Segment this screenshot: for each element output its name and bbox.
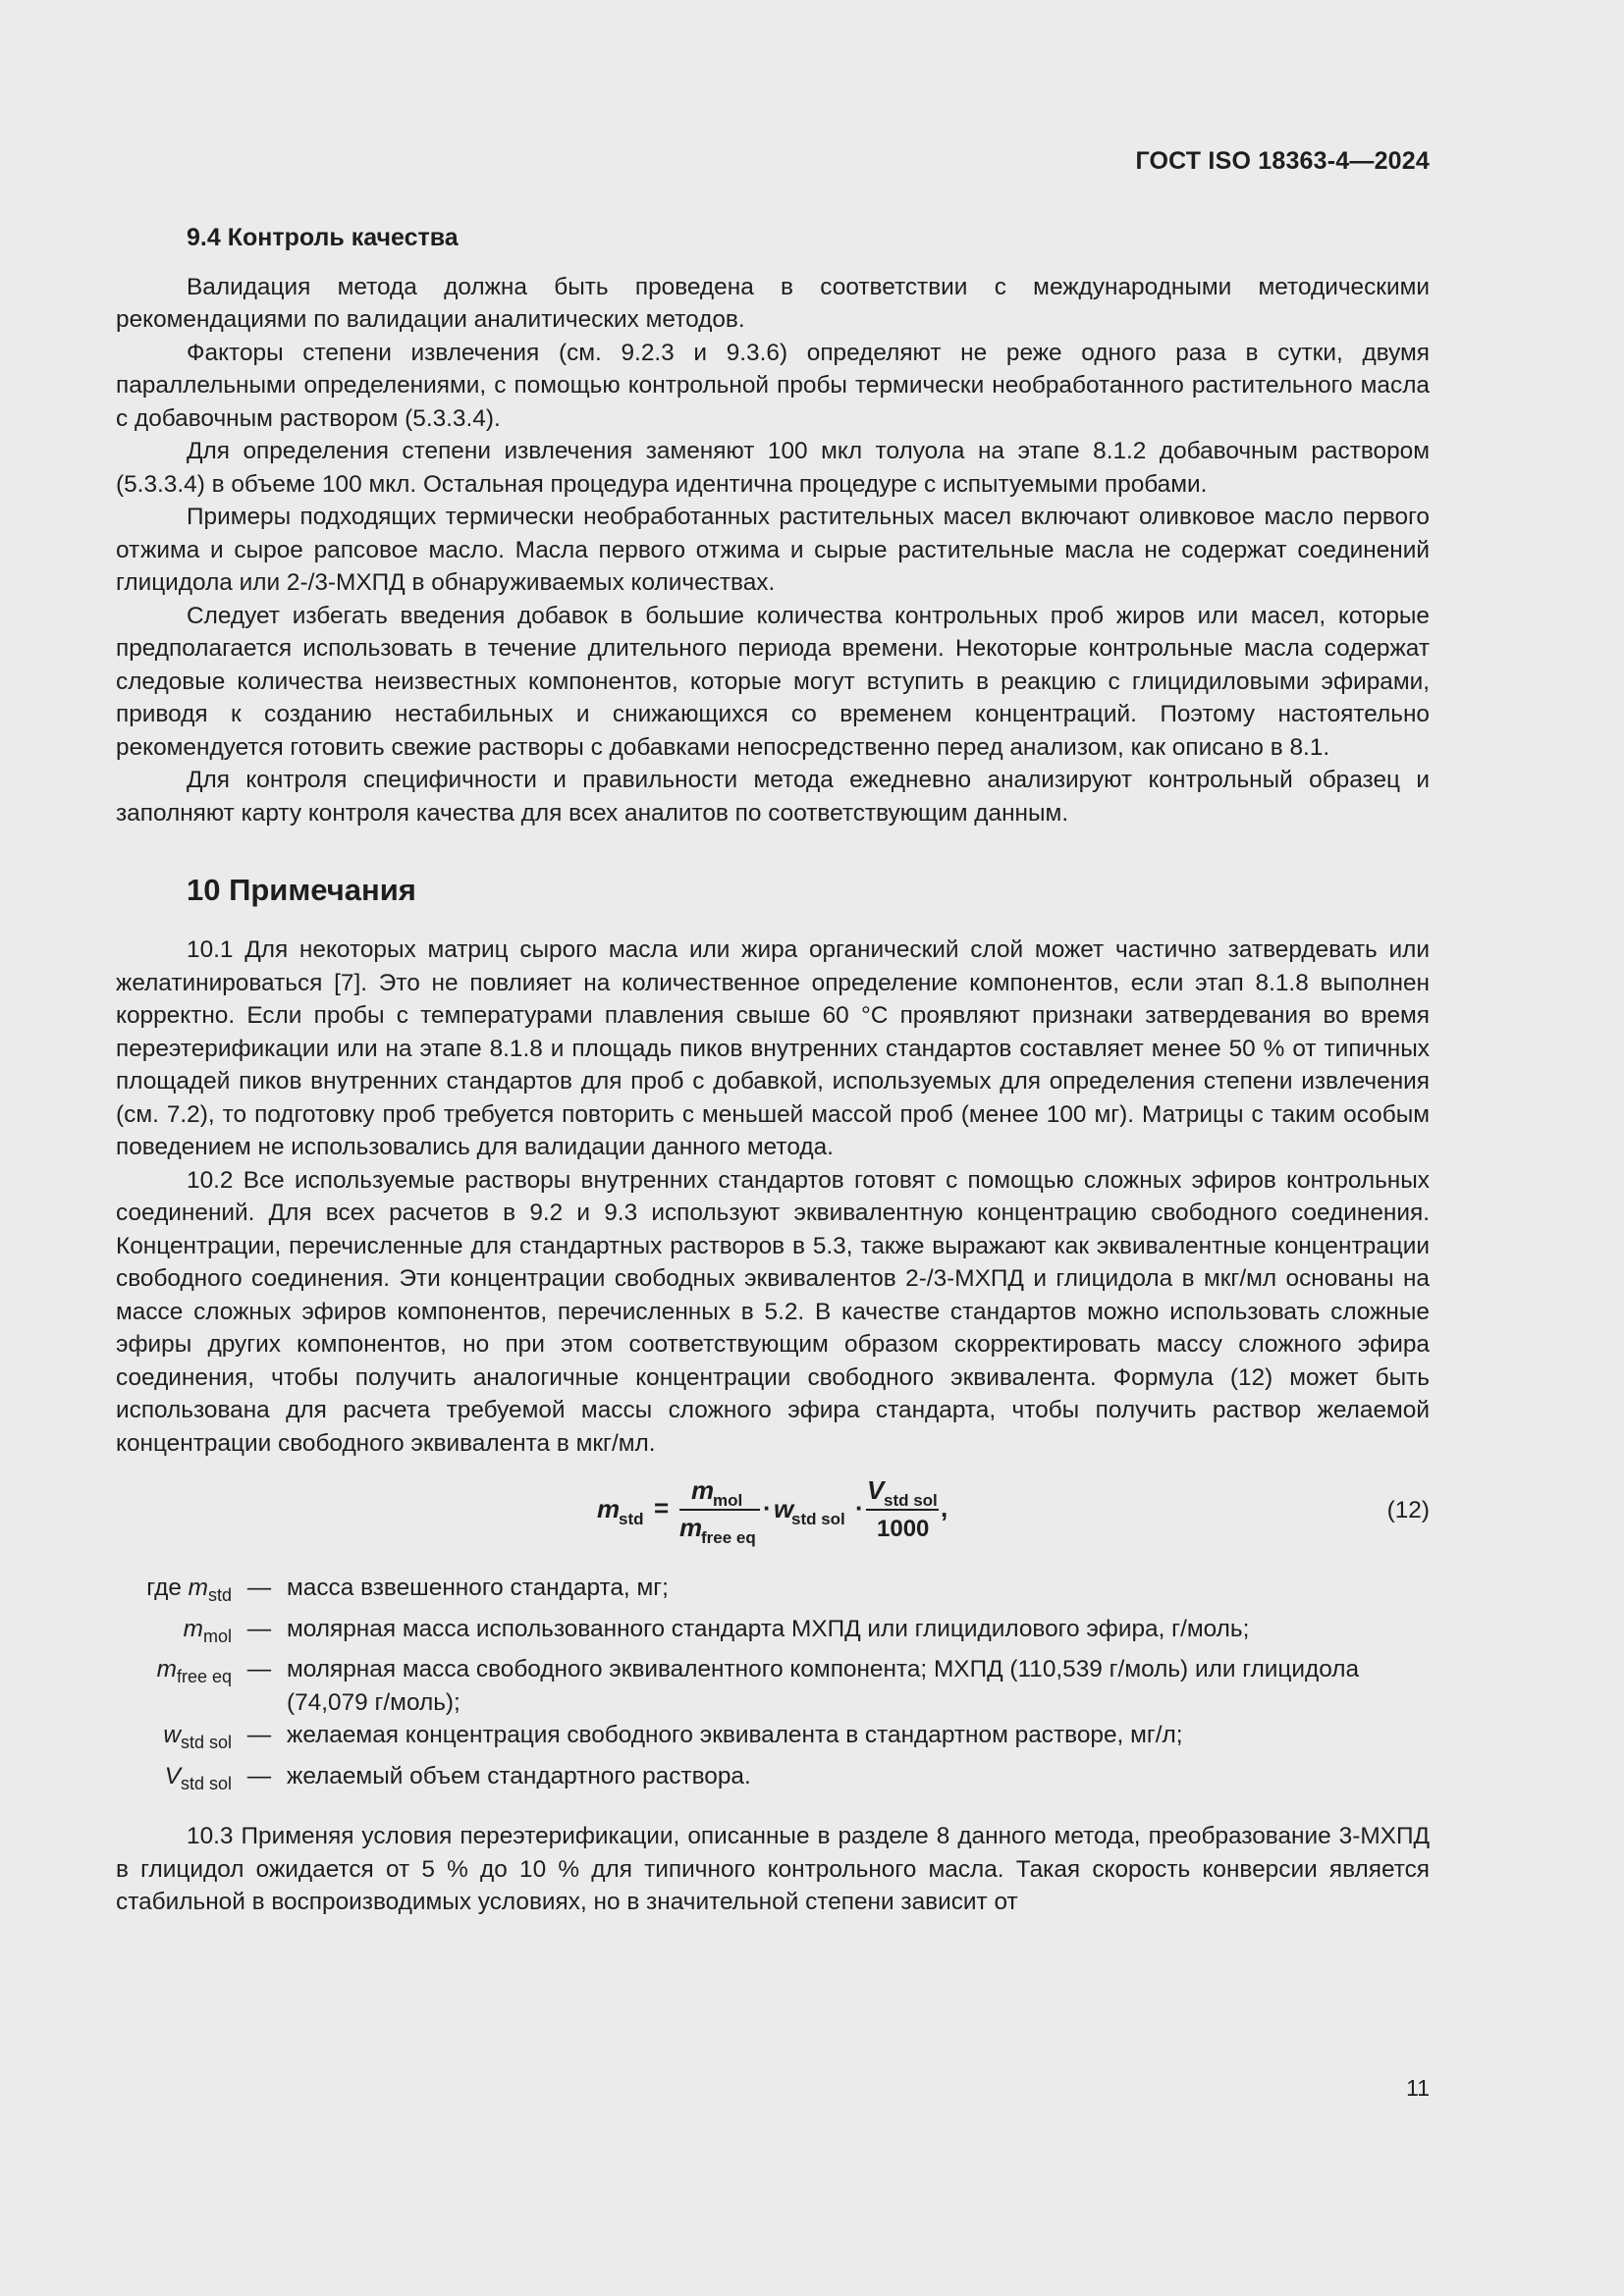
paragraph: Следует избегать введения добавок в большие количества контрольных проб жиров или масел, которые предполагается использовать в течение длительного периода времени. Некоторые контрольные масла содержат следовые количества неизвестных компонентов, которые могут вступить в реакцию с глицидиловыми эфирами, приводя к созданию нестабильных и снижающихся со временем концентраций. Поэтому настоятельно рекомендуется готовить свежие растворы с добавками непосредственно перед анализом, как описано в 8.1.: [116, 602, 1430, 761]
definition-text: молярная масса использованного стандарта МХПД или глицидилового эфира, г/моль;: [287, 1615, 1250, 1642]
formula-12-row: [116, 1473, 1430, 1554]
definition-dash: —: [246, 1615, 272, 1642]
paragraph: 10.1 Для некоторых матриц сырого масла или жира органический слой может частично затвердевать или желатинироваться [7]. Это не повлияет на количественное определение компонентов, если этап 8.1.8 выполнен корректно. Если пробы с температурами плавления свыше 60 °C проявляют признаки затвердевания во время переэтерификации или на этапе 8.1.8 и площадь пиков внутренних стандартов составляет менее 50 % от типичных площадей пиков внутренних стандартов для проб с добавкой, используемых для определения степени извлечения (см. 7.2), то подготовку проб требуется повторить с меньшей массой проб (менее 100 мг). Матрицы с таким особым поведением не использовались для валидации данного метода.: [116, 936, 1430, 1160]
formula-num-sub: mol: [713, 1491, 743, 1510]
definition-text: масса взвешенного стандарта, мг;: [287, 1575, 669, 1601]
definition-symbol: $w_{std sol}$: [163, 1722, 232, 1752]
section-10-body: [116, 934, 1430, 1460]
definition-symbol: $m_{mol}$: [183, 1615, 232, 1646]
definition-symbol: где $m_{std}$: [146, 1575, 232, 1605]
definition-dash: —: [246, 1762, 272, 1789]
formula-trailing-comma: ,: [941, 1493, 948, 1522]
definition-text: желаемая концентрация свободного эквивалента в стандартном растворе, мг/л;: [287, 1722, 1183, 1748]
paragraph: Валидация метода должна быть проведена в соответствии с международными методическими рекомендациями по валидации аналитических методов.: [116, 273, 1430, 333]
definition-dash: —: [246, 1575, 272, 1601]
formula-number: (12): [1386, 1497, 1430, 1523]
section-9-4-body: [116, 271, 1430, 830]
formula-v-var: V: [867, 1475, 885, 1505]
definition-symbol: $V_{std sol}$: [164, 1762, 232, 1793]
formula-12: [595, 1473, 988, 1554]
definition-row: [116, 1572, 1430, 1613]
definition-symbol: $m_{free eq}$: [156, 1656, 232, 1686]
paragraph: 10.3 Применяя условия переэтерификации, описанные в разделе 8 данного метода, преобразование 3-МХПД в глицидол ожидается от 5 % до 10 % для типичного контрольного масла. Такая скорость конверсии является стабильной в воспроизводимых условиях, но в значительной степени зависит от: [116, 1823, 1430, 1915]
formula-den-sub: free eq: [701, 1528, 756, 1547]
definitions-list: [116, 1572, 1430, 1800]
formula-dot-1: ·: [763, 1493, 772, 1522]
paragraph: Для контроля специфичности и правильности метода ежедневно анализируют контрольный образец и заполняют карту контроля качества для всех аналитов по соответствующим данным.: [116, 767, 1430, 827]
standard-code-header: ГОСТ ISO 18363-4—2024: [1135, 147, 1430, 175]
definition-text: желаемый объем стандартного раствора.: [287, 1762, 751, 1789]
definition-text: молярная масса свободного эквивалентного компонента; МХПД (110,539 г/моль) или глицидола (74,079 г/моль);: [287, 1656, 1360, 1716]
formula-lhs-var: m: [597, 1494, 621, 1523]
formula-v-den: 1000: [877, 1516, 930, 1542]
section-10-continued: [116, 1820, 1430, 1919]
definition-dash: —: [246, 1722, 272, 1748]
definition-dash: —: [246, 1656, 272, 1682]
formula-lhs-sub: std: [619, 1510, 644, 1528]
section-9-4-title: 9.4 Контроль качества: [187, 224, 459, 251]
formula-den-var: m: [679, 1513, 703, 1542]
formula-num-var: m: [691, 1475, 715, 1505]
definition-row: [116, 1613, 1430, 1654]
formula-mid-var: w: [774, 1494, 794, 1523]
page-body: [116, 222, 1430, 1919]
page-number: 11: [1406, 2075, 1430, 2101]
paragraph: Примеры подходящих термически необработанных растительных масел включают оливковое масло первого отжима и сырое рапсовое масло. Масла первого отжима и сырые растительные масла не содержат соединений глицидола или 2-/3-МХПД в обнаруживаемых количествах.: [116, 504, 1430, 596]
section-10-title: 10 Примечания: [187, 873, 416, 907]
formula-equals: =: [654, 1493, 670, 1522]
paragraph: 10.2 Все используемые растворы внутренних стандартов готовят с помощью сложных эфиров контрольных соединений. Для всех расчетов в 9.2 и 9.3 используют эквивалентную концентрацию свободного соединения. Концентрации, перечисленные для стандартных растворов в 5.3, также выражают как эквивалентные концентрации свободного соединения. Эти концентрации свободных эквивалентов 2-/3-МХПД и глицидола в мкг/мл основаны на массе сложных эфиров компонентов, перечисленных в 5.2. В качестве стандартов можно использовать сложные эфиры других компонентов, но при этом соответствующим образом скорректировать массу сложного эфира соединения, чтобы получить аналогичные концентрации свободного эквивалента. Формула (12) может быть использована для расчета требуемой массы сложного эфира стандарта, чтобы получить раствор желаемой концентрации свободного эквивалента в мкг/мл.: [116, 1166, 1430, 1457]
definition-row: [116, 1760, 1430, 1801]
paragraph: Для определения степени извлечения заменяют 100 мкл толуола на этапе 8.1.2 добавочным раствором (5.3.3.4) в объеме 100 мкл. Остальная процедура идентична процедуре с испытуемыми пробами.: [116, 438, 1430, 498]
definition-row: [116, 1653, 1430, 1719]
paragraph: Факторы степени извлечения (см. 9.2.3 и 9.3.6) определяют не реже одного раза в сутки, двумя параллельными определениями, с помощью контрольной пробы термически необработанного растительного масла с добавочным раствором (5.3.3.4).: [116, 339, 1430, 432]
formula-dot-2: ·: [855, 1493, 864, 1522]
formula-mid-sub: std sol: [791, 1510, 845, 1528]
definition-row: [116, 1719, 1430, 1760]
formula-v-sub: std sol: [884, 1491, 938, 1510]
